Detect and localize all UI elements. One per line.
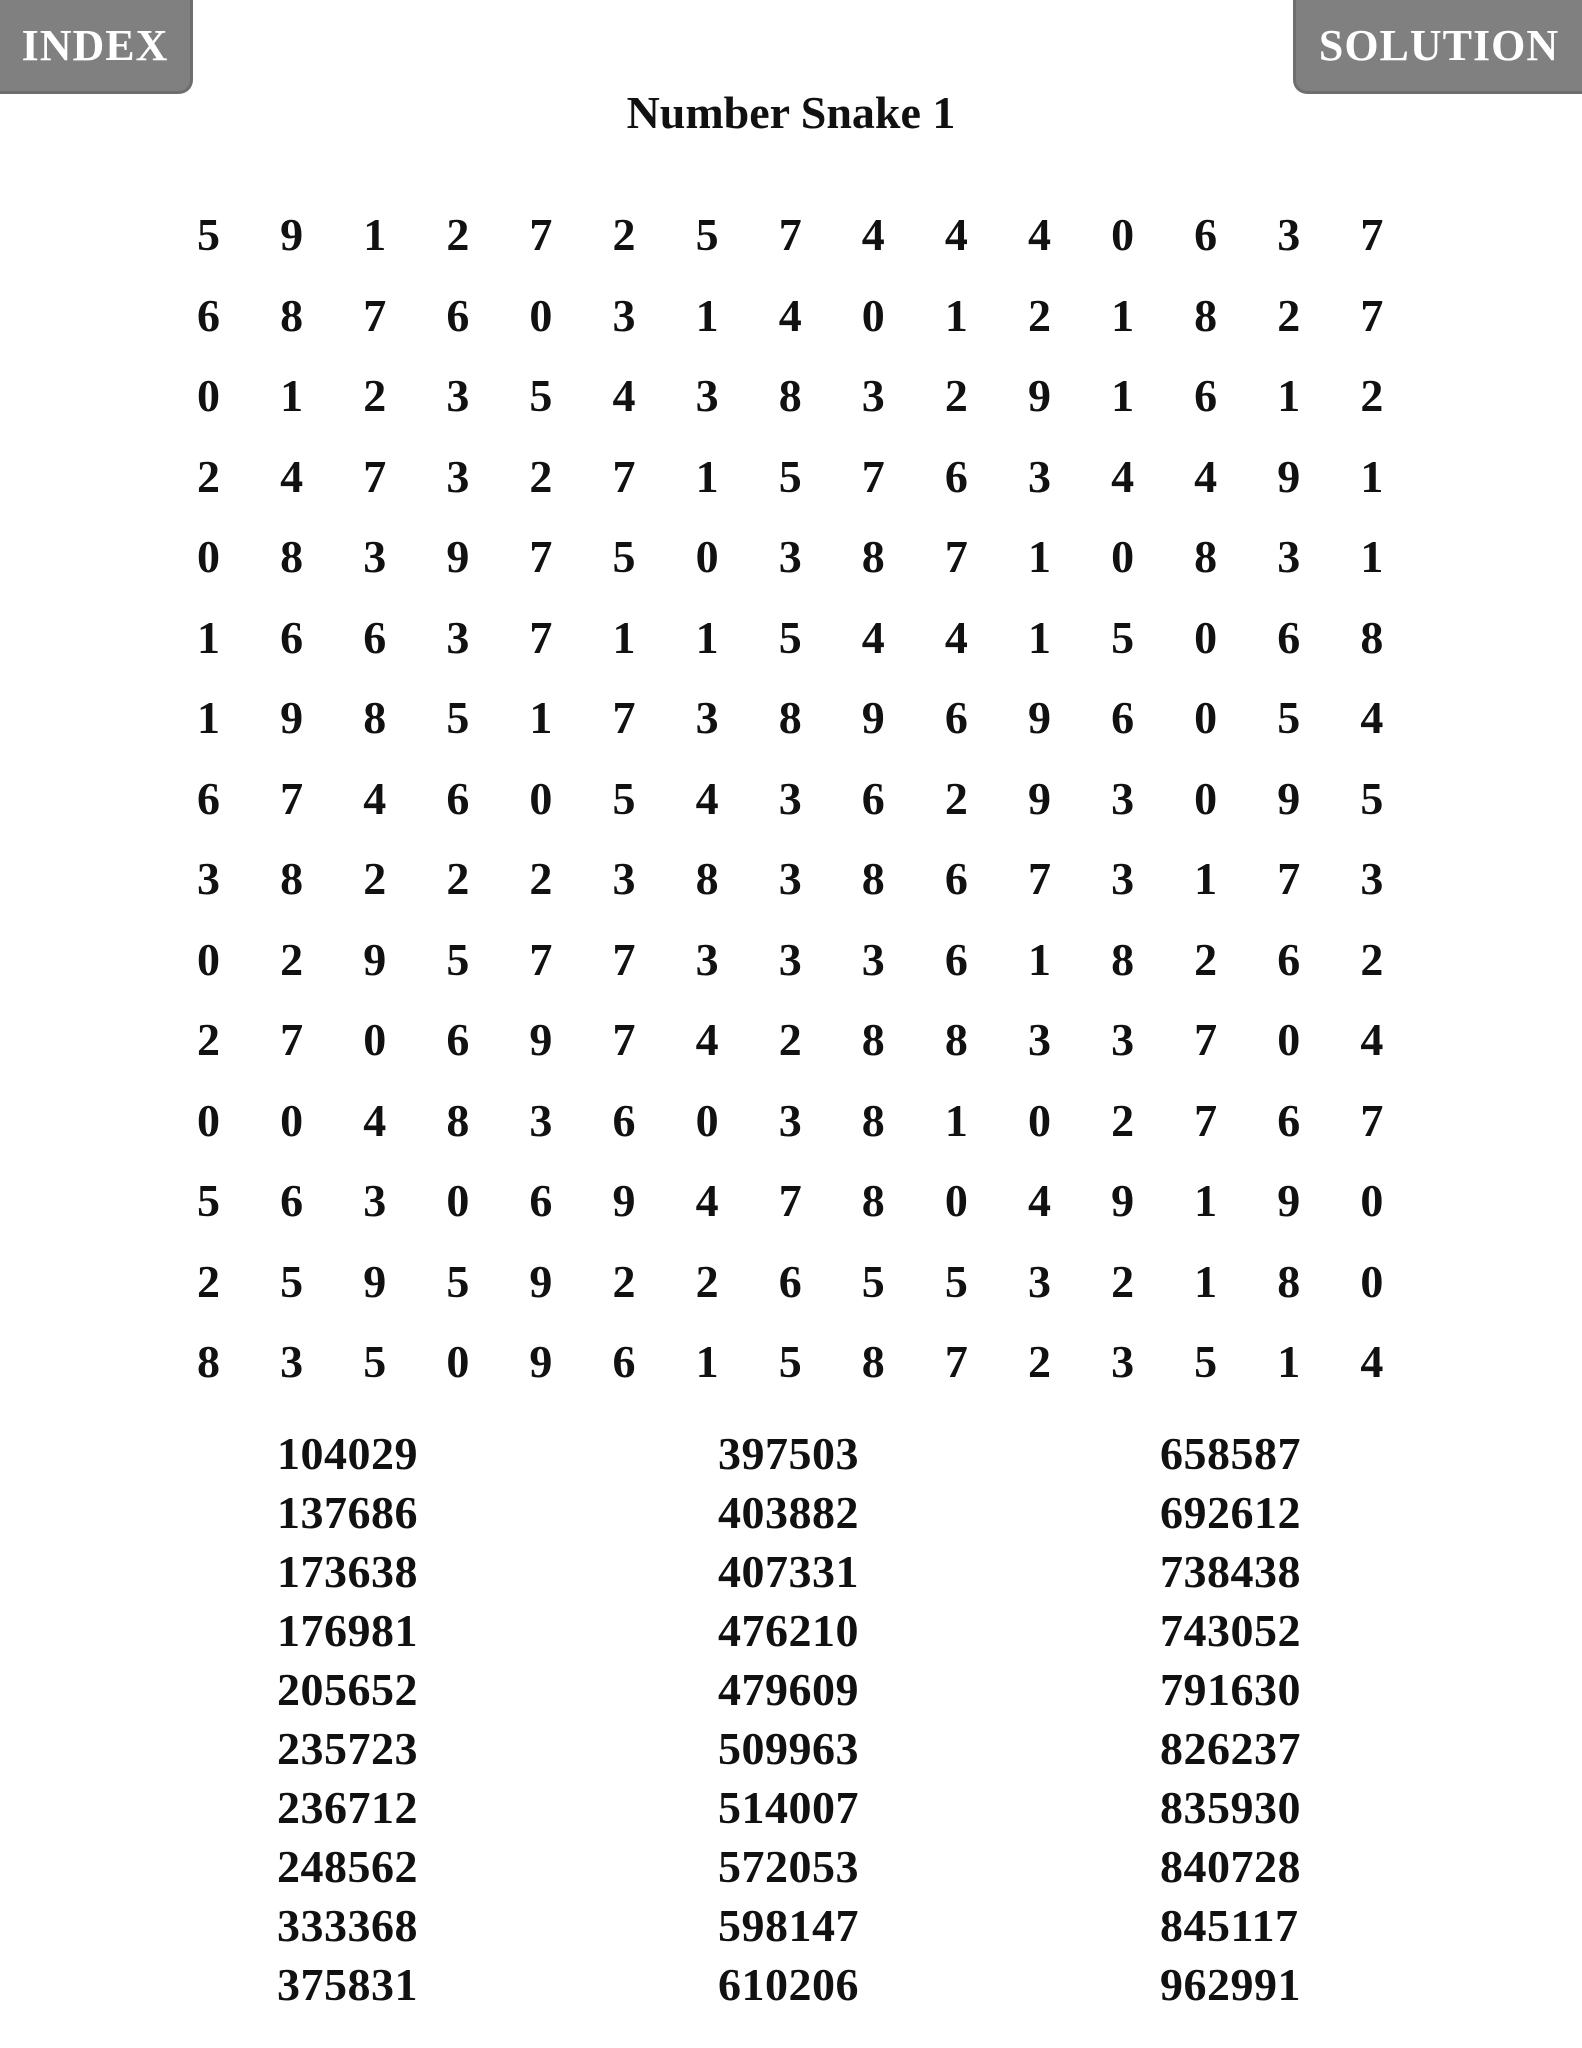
grid-cell: 3 <box>612 289 636 341</box>
grid-cell: 7 <box>280 1014 304 1065</box>
grid-cell: 2 <box>197 1255 221 1307</box>
grid-cell: 1 <box>612 611 636 663</box>
grid-cell: 7 <box>612 692 636 743</box>
grid-cell: 7 <box>944 531 968 582</box>
grid-cell: 1 <box>695 450 719 502</box>
grid-cell: 9 <box>363 933 387 985</box>
grid-cell: 2 <box>363 370 387 421</box>
grid-cell: 9 <box>280 692 304 743</box>
grid-cell: 3 <box>1277 209 1301 260</box>
grid-cell: 7 <box>1194 1094 1218 1146</box>
grid-cell: 1 <box>1194 853 1218 904</box>
grid-cell: 1 <box>1360 531 1384 582</box>
grid-cell: 7 <box>612 933 636 985</box>
grid-cell: 0 <box>1194 772 1218 824</box>
grid-cell: 3 <box>778 1094 802 1146</box>
grid-cell: 0 <box>529 772 553 824</box>
grid-cell: 9 <box>1111 1175 1135 1226</box>
grid-cell: 1 <box>944 1094 968 1146</box>
word-item: 610206 <box>718 1959 859 2010</box>
grid-cell: 8 <box>861 1175 885 1226</box>
grid-cell: 1 <box>944 289 968 341</box>
grid-cell: 3 <box>363 1175 387 1226</box>
grid-cell: 5 <box>944 1255 968 1307</box>
grid-cell: 8 <box>861 853 885 904</box>
grid-cell: 7 <box>363 450 387 502</box>
word-item: 236712 <box>277 1782 418 1833</box>
grid-cell: 2 <box>1277 289 1301 341</box>
solution-button[interactable]: SOLUTION <box>1293 0 1582 94</box>
grid-cell: 5 <box>778 450 802 502</box>
grid-cell: 3 <box>1111 853 1135 904</box>
grid-cell: 3 <box>280 1336 304 1387</box>
word-item: 598147 <box>718 1900 859 1951</box>
grid-cell: 9 <box>529 1336 553 1387</box>
grid-cell: 2 <box>1360 370 1384 421</box>
grid-cell: 3 <box>778 853 802 904</box>
grid-cell: 5 <box>280 1255 304 1307</box>
grid-cell: 6 <box>280 1175 304 1226</box>
grid-cell: 9 <box>1277 450 1301 502</box>
grid-cell: 1 <box>1277 370 1301 421</box>
word-item: 840728 <box>1160 1841 1301 1892</box>
grid-cell: 9 <box>529 1255 553 1307</box>
grid-cell: 8 <box>944 1014 968 1065</box>
grid-cell: 0 <box>1194 611 1218 663</box>
grid-cell: 6 <box>1277 933 1301 985</box>
grid-cell: 6 <box>446 1014 470 1065</box>
grid-cell: 5 <box>446 1255 470 1307</box>
grid-cell: 4 <box>778 289 802 341</box>
grid-cell: 8 <box>778 370 802 421</box>
grid-cell: 2 <box>944 772 968 824</box>
grid-cell: 6 <box>1194 209 1218 260</box>
grid-cell: 7 <box>529 611 553 663</box>
word-item: 845117 <box>1160 1900 1299 1951</box>
grid-cell: 9 <box>529 1014 553 1065</box>
grid-cell: 0 <box>197 1094 221 1146</box>
grid-cell: 8 <box>695 853 719 904</box>
grid-cell: 0 <box>197 933 221 985</box>
grid-cell: 1 <box>1027 531 1051 582</box>
grid-cell: 2 <box>1194 933 1218 985</box>
grid-cell: 3 <box>1027 450 1051 502</box>
grid-cell: 8 <box>861 1014 885 1065</box>
grid-cell: 5 <box>861 1255 885 1307</box>
word-item: 397503 <box>718 1428 859 1479</box>
grid-cell: 6 <box>612 1336 636 1387</box>
grid-cell: 8 <box>1360 611 1384 663</box>
grid-cell: 3 <box>363 531 387 582</box>
grid-cell: 6 <box>446 772 470 824</box>
grid-cell: 6 <box>446 289 470 341</box>
grid-cell: 6 <box>197 772 221 824</box>
grid-cell: 7 <box>612 450 636 502</box>
grid-cell: 8 <box>280 853 304 904</box>
grid-cell: 5 <box>446 933 470 985</box>
word-item: 658587 <box>1160 1428 1301 1479</box>
grid-cell: 8 <box>1194 531 1218 582</box>
grid-cell: 8 <box>1194 289 1218 341</box>
word-item: 826237 <box>1160 1723 1301 1774</box>
grid-cell: 0 <box>1111 531 1135 582</box>
grid-cell: 5 <box>363 1336 387 1387</box>
grid-cell: 4 <box>1360 692 1384 743</box>
grid-cell: 7 <box>1360 289 1384 341</box>
grid-cell: 6 <box>778 1255 802 1307</box>
grid-cell: 8 <box>363 692 387 743</box>
word-item: 572053 <box>718 1841 859 1892</box>
grid-cell: 2 <box>1027 289 1051 341</box>
grid-cell: 6 <box>1194 370 1218 421</box>
grid-cell: 8 <box>1111 933 1135 985</box>
grid-cell: 9 <box>612 1175 636 1226</box>
grid-cell: 1 <box>1111 370 1135 421</box>
grid-cell: 4 <box>280 450 304 502</box>
grid-cell: 9 <box>1027 370 1051 421</box>
grid-cell: 1 <box>1194 1255 1218 1307</box>
grid-cell: 1 <box>1027 611 1051 663</box>
grid-cell: 7 <box>1360 1094 1384 1146</box>
word-item: 104029 <box>277 1428 418 1479</box>
grid-cell: 8 <box>861 531 885 582</box>
word-item: 333368 <box>277 1900 418 1951</box>
grid-cell: 1 <box>695 611 719 663</box>
grid-cell: 6 <box>944 450 968 502</box>
grid-cell: 4 <box>1360 1014 1384 1065</box>
word-column-3 <box>1160 1424 1360 2014</box>
grid-cell: 2 <box>1027 1336 1051 1387</box>
grid-cell: 3 <box>778 933 802 985</box>
grid-cell: 9 <box>861 692 885 743</box>
grid-cell: 5 <box>1111 611 1135 663</box>
word-item: 137686 <box>277 1487 418 1538</box>
grid-cell: 3 <box>1111 1336 1135 1387</box>
grid-cell: 8 <box>446 1094 470 1146</box>
grid-cell: 6 <box>944 853 968 904</box>
word-item: 173638 <box>277 1546 418 1597</box>
grid-cell: 3 <box>1111 772 1135 824</box>
grid-cell: 4 <box>1027 1175 1051 1226</box>
grid-cell: 6 <box>1277 611 1301 663</box>
grid-cell: 7 <box>529 209 553 260</box>
grid-cell: 8 <box>861 1094 885 1146</box>
grid-cell: 2 <box>529 450 553 502</box>
word-item: 248562 <box>277 1841 418 1892</box>
grid-cell: 1 <box>280 370 304 421</box>
grid-cell: 6 <box>944 933 968 985</box>
grid-cell: 4 <box>1360 1336 1384 1387</box>
grid-cell: 1 <box>197 611 221 663</box>
grid-cell: 8 <box>861 1336 885 1387</box>
grid-cell: 7 <box>280 772 304 824</box>
grid-cell: 6 <box>363 611 387 663</box>
number-grid <box>167 199 1414 1407</box>
grid-cell: 3 <box>446 450 470 502</box>
grid-cell: 3 <box>612 853 636 904</box>
grid-cell: 0 <box>446 1336 470 1387</box>
grid-cell: 0 <box>944 1175 968 1226</box>
word-item: 235723 <box>277 1723 418 1774</box>
grid-cell: 0 <box>1360 1175 1384 1226</box>
grid-cell: 0 <box>363 1014 387 1065</box>
word-item: 791630 <box>1160 1664 1301 1715</box>
grid-cell: 7 <box>778 209 802 260</box>
grid-cell: 0 <box>1194 692 1218 743</box>
grid-cell: 4 <box>363 1094 387 1146</box>
grid-cell: 5 <box>446 692 470 743</box>
grid-cell: 1 <box>1360 450 1384 502</box>
grid-cell: 1 <box>1194 1175 1218 1226</box>
word-item: 692612 <box>1160 1487 1301 1538</box>
grid-cell: 7 <box>1194 1014 1218 1065</box>
page-title: Number Snake 1 <box>626 87 956 138</box>
grid-cell: 6 <box>197 289 221 341</box>
grid-cell: 0 <box>197 531 221 582</box>
grid-cell: 2 <box>1360 933 1384 985</box>
grid-cell: 3 <box>695 692 719 743</box>
grid-cell: 0 <box>695 531 719 582</box>
grid-cell: 1 <box>529 692 553 743</box>
grid-cell: 9 <box>1277 1175 1301 1226</box>
grid-cell: 8 <box>1277 1255 1301 1307</box>
grid-cell: 3 <box>197 853 221 904</box>
grid-cell: 5 <box>612 531 636 582</box>
grid-cell: 4 <box>1111 450 1135 502</box>
grid-cell: 9 <box>446 531 470 582</box>
grid-cell: 2 <box>197 1014 221 1065</box>
grid-cell: 5 <box>1194 1336 1218 1387</box>
grid-cell: 3 <box>1277 531 1301 582</box>
grid-cell: 0 <box>446 1175 470 1226</box>
grid-cell: 1 <box>695 289 719 341</box>
grid-cell: 3 <box>778 531 802 582</box>
word-list <box>0 1424 1582 2024</box>
word-item: 479609 <box>718 1664 859 1715</box>
grid-cell: 3 <box>1111 1014 1135 1065</box>
grid-cell: 4 <box>861 209 885 260</box>
word-item: 509963 <box>718 1723 859 1774</box>
grid-cell: 6 <box>612 1094 636 1146</box>
grid-cell: 3 <box>695 933 719 985</box>
grid-cell: 0 <box>1111 209 1135 260</box>
grid-cell: 3 <box>446 370 470 421</box>
grid-cell: 9 <box>280 209 304 260</box>
grid-cell: 0 <box>861 289 885 341</box>
grid-cell: 4 <box>1027 209 1051 260</box>
grid-cell: 3 <box>778 772 802 824</box>
grid-cell: 7 <box>1277 853 1301 904</box>
index-button[interactable]: INDEX <box>0 0 193 94</box>
grid-cell: 4 <box>1194 450 1218 502</box>
grid-cell: 5 <box>1360 772 1384 824</box>
grid-cell: 7 <box>778 1175 802 1226</box>
grid-cell: 2 <box>446 853 470 904</box>
grid-cell: 5 <box>612 772 636 824</box>
grid-cell: 4 <box>944 611 968 663</box>
grid-cell: 7 <box>612 1014 636 1065</box>
grid-cell: 2 <box>197 450 221 502</box>
grid-cell: 8 <box>280 289 304 341</box>
grid-cell: 2 <box>280 933 304 985</box>
grid-cell: 5 <box>197 209 221 260</box>
word-item: 514007 <box>718 1782 859 1833</box>
grid-cell: 5 <box>529 370 553 421</box>
grid-cell: 7 <box>861 450 885 502</box>
word-item: 738438 <box>1160 1546 1301 1597</box>
grid-cell: 3 <box>529 1094 553 1146</box>
grid-cell: 9 <box>1277 772 1301 824</box>
grid-cell: 6 <box>1111 692 1135 743</box>
grid-cell: 2 <box>1111 1094 1135 1146</box>
grid-cell: 3 <box>1027 1014 1051 1065</box>
word-column-2 <box>718 1424 918 2014</box>
grid-cell: 6 <box>861 772 885 824</box>
grid-cell: 7 <box>1360 209 1384 260</box>
grid-cell: 2 <box>695 1255 719 1307</box>
grid-cell: 5 <box>695 209 719 260</box>
word-item: 205652 <box>277 1664 418 1715</box>
grid-cell: 5 <box>197 1175 221 1226</box>
grid-cell: 2 <box>446 209 470 260</box>
grid-cell: 1 <box>695 1336 719 1387</box>
grid-cell: 3 <box>861 933 885 985</box>
grid-cell: 1 <box>1111 289 1135 341</box>
grid-cell: 4 <box>363 772 387 824</box>
grid-cell: 0 <box>197 370 221 421</box>
grid-cell: 2 <box>363 853 387 904</box>
grid-cell: 3 <box>861 370 885 421</box>
word-item: 176981 <box>277 1605 418 1656</box>
grid-cell: 7 <box>1027 853 1051 904</box>
grid-cell: 9 <box>1027 692 1051 743</box>
grid-cell: 2 <box>612 209 636 260</box>
grid-cell: 3 <box>1360 853 1384 904</box>
grid-cell: 7 <box>944 1336 968 1387</box>
grid-cell: 1 <box>1277 1336 1301 1387</box>
grid-cell: 0 <box>280 1094 304 1146</box>
grid-cell: 3 <box>446 611 470 663</box>
word-column-1 <box>277 1424 477 2014</box>
word-item: 407331 <box>718 1546 859 1597</box>
word-item: 375831 <box>277 1959 418 2010</box>
grid-cell: 9 <box>1027 772 1051 824</box>
word-item: 835930 <box>1160 1782 1301 1833</box>
grid-cell: 0 <box>1277 1014 1301 1065</box>
grid-cell: 6 <box>944 692 968 743</box>
grid-cell: 0 <box>529 289 553 341</box>
grid-cell: 3 <box>695 370 719 421</box>
grid-cell: 5 <box>778 1336 802 1387</box>
grid-cell: 4 <box>695 772 719 824</box>
grid-cell: 0 <box>1360 1255 1384 1307</box>
grid-cell: 2 <box>529 853 553 904</box>
grid-cell: 0 <box>1027 1094 1051 1146</box>
grid-cell: 6 <box>280 611 304 663</box>
grid-cell: 7 <box>363 289 387 341</box>
grid-cell: 0 <box>695 1094 719 1146</box>
grid-cell: 5 <box>778 611 802 663</box>
grid-cell: 4 <box>861 611 885 663</box>
grid-cell: 9 <box>363 1255 387 1307</box>
grid-cell: 1 <box>363 209 387 260</box>
grid-cell: 4 <box>944 209 968 260</box>
word-item: 476210 <box>718 1605 859 1656</box>
grid-cell: 2 <box>778 1014 802 1065</box>
grid-cell: 2 <box>944 370 968 421</box>
grid-cell: 8 <box>280 531 304 582</box>
word-item: 743052 <box>1160 1605 1301 1656</box>
grid-cell: 1 <box>197 692 221 743</box>
grid-cell: 8 <box>778 692 802 743</box>
word-item: 962991 <box>1160 1959 1301 2010</box>
word-item: 403882 <box>718 1487 859 1538</box>
grid-cell: 5 <box>1277 692 1301 743</box>
grid-cell: 1 <box>1027 933 1051 985</box>
grid-cell: 7 <box>529 933 553 985</box>
grid-cell: 6 <box>529 1175 553 1226</box>
grid-cell: 6 <box>1277 1094 1301 1146</box>
grid-cell: 4 <box>612 370 636 421</box>
grid-cell: 8 <box>197 1336 221 1387</box>
grid-cell: 2 <box>612 1255 636 1307</box>
grid-cell: 4 <box>695 1175 719 1226</box>
grid-cell: 7 <box>529 531 553 582</box>
grid-cell: 4 <box>695 1014 719 1065</box>
grid-cell: 2 <box>1111 1255 1135 1307</box>
grid-cell: 3 <box>1027 1255 1051 1307</box>
